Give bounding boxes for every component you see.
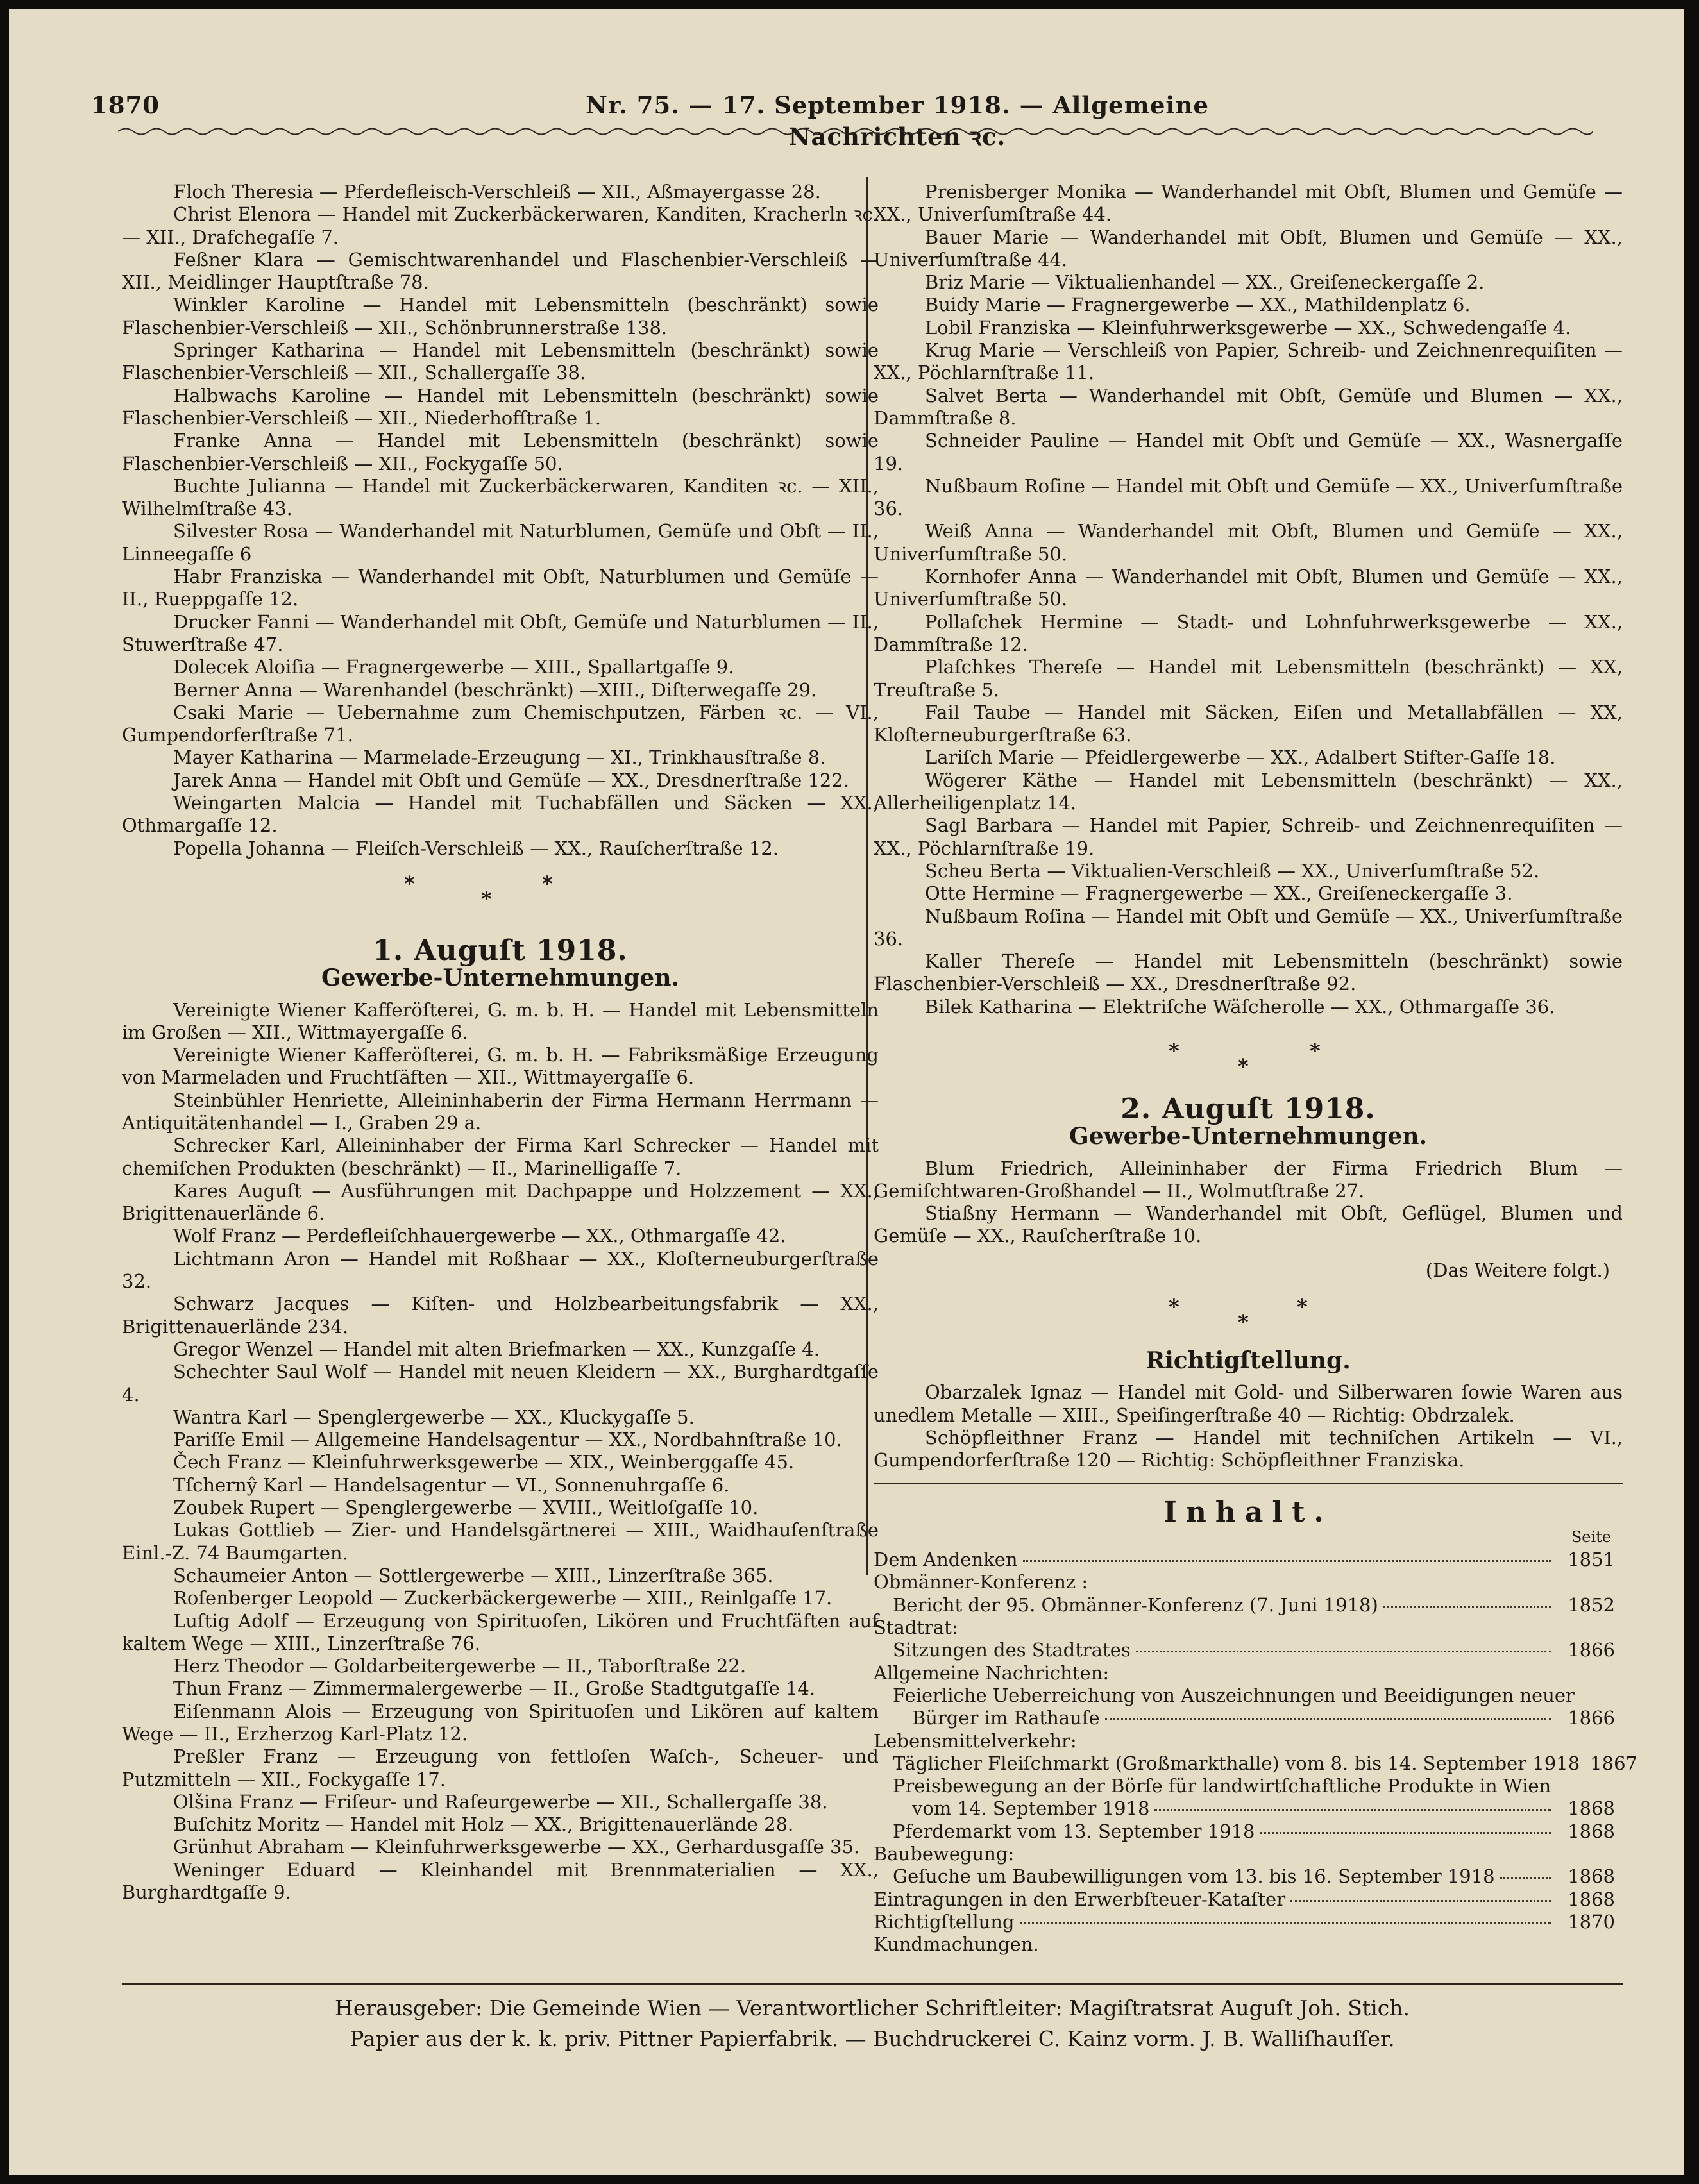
toc-page-number: 1866 (1568, 1639, 1615, 1661)
header-wavy-rule (118, 124, 1593, 139)
list-item: Nußbaum Roſina — Handel mit Obſt und Gemüſe — XX., Univerſumſtraße 36. (874, 905, 1623, 950)
corrections-list (874, 1381, 1623, 1472)
left-entries-top (122, 181, 879, 860)
toc-row (874, 1933, 1623, 1956)
toc-row (874, 1571, 1623, 1593)
list-item: Weiß Anna — Wanderhandel mit Obſt, Blumen und Gemüſe — XX., Univerſumſtraße 50. (874, 520, 1623, 565)
list-item: Buſchitz Moritz — Handel mit Holz — XX., Brigittenauerlände 28. (173, 1813, 794, 1836)
toc-page-number: 1868 (1568, 1888, 1615, 1910)
toc-row (874, 1865, 1623, 1888)
list-item: Stiaßny Hermann — Wanderhandel mit Obſt, Geflügel, Blumen und Gemüſe — XX., Rauſcherſtraße 10. (874, 1202, 1623, 1247)
toc-entry-text: vom 14. September 1918 (912, 1797, 1150, 1820)
toc-page-number: 1870 (1568, 1910, 1615, 1933)
toc-page-number: 1868 (1568, 1865, 1615, 1888)
page-header-title: Nr. 75. — 17. September 1918. — Allgemeine Nachrichten ꝛc. (586, 91, 1209, 151)
list-item: Kaller Thereſe — Handel mit Lebensmitteln (beschränkt) sowie Flaschenbier-Verschleiß — XX., Dresdnerſtraße 92. (874, 950, 1623, 995)
toc-entry-text: Stadtrat: (874, 1617, 958, 1639)
toc-row (874, 1684, 1623, 1707)
toc-entry-text: Richtigſtellung (874, 1910, 1015, 1933)
list-item: Weingarten Malcia — Handel mit Tuchabfällen und Säcken — XX., Othmargaſſe 12. (122, 792, 879, 837)
toc-row (874, 1707, 1623, 1729)
correction-heading: Richtigſtellung. (1145, 1347, 1351, 1375)
list-item: Preßler Franz — Erzeugung von fettloſen Waſch-, Scheuer- und Putzmitteln — XII., Fockygaſſe 17. (122, 1745, 879, 1790)
list-item: Schöpfleithner Franz — Handel mit techniſchen Artikeln — VI., Gumpendorferſtraße 120 — Richtig: Schöpfleithner Franziska. (874, 1426, 1623, 1472)
list-item: Winkler Karoline — Handel mit Lebensmitteln (beschränkt) sowie Flaschenbier-Verschleiß — XII., Schönbrunnerstraße 138. (122, 294, 879, 339)
toc-leader-dots (1154, 1809, 1551, 1811)
list-item: Vereinigte Wiener Kafferöſterei, G. m. b. H. — Handel mit Lebensmitteln im Großen — XII., Wittmayergaſſe 6. (122, 998, 879, 1043)
list-item: Pariſſe Emil — Allgemeine Handelsagentur — XX., Nordbahnſtraße 10. (173, 1429, 842, 1451)
list-item: Schrecker Karl, Alleininhaber der Firma Karl Schrecker — Handel mit chemiſchen Produkten (beschränkt) — II., Marinelligaſſe 7. (122, 1134, 879, 1179)
toc-entry-text: Kundmachungen. (874, 1933, 1039, 1956)
list-item: Grünhut Abraham — Kleinfuhrwerksgewerbe — XX., Gerhardusgaſſe 35. (173, 1836, 860, 1858)
right-column (874, 181, 1637, 1956)
list-item: Buchte Julianna — Handel mit Zuckerbäckerwaren, Kanditen ꝛc. — XII., Wilhelmſtraße 43. (122, 475, 879, 520)
toc-row (874, 1797, 1623, 1820)
toc-page-number: 1867 (1590, 1752, 1637, 1774)
list-item: Schneider Pauline — Handel mit Obſt und Gemüſe — XX., Wasnergaſſe 19. (874, 430, 1623, 475)
list-item: Steinbühler Henriette, Alleininhaberin der Firma Hermann Herrmann — Antiquitätenhandel — I., Graben 29 a. (122, 1089, 879, 1134)
list-item: Obarzalek Ignaz — Handel mit Gold- und Silberwaren ſowie Waren aus unedlem Metalle — XIII., Speiſingerſtraße 40 — Richtig: Obdrzalek. (874, 1381, 1623, 1426)
footer-publisher-line: Herausgeber: Die Gemeinde Wien — Verantwortlicher Schriftleiter: Magiſtratsrat Auguſt Joh. Stich. (335, 1995, 1410, 2020)
list-item: Krug Marie — Verschleiß von Papier, Schreib- und Zeichnenrequiſiten — XX., Pöchlarnſtraße 11. (874, 339, 1623, 384)
list-item: Dolecek Aloiſia — Fragnergewerbe — XIII., Spallartgaſſe 9. (173, 656, 734, 678)
toc-leader-dots (1290, 1900, 1551, 1902)
toc-row (874, 1639, 1623, 1661)
toc-row (874, 1662, 1623, 1684)
list-item: Tſchernŷ Karl — Handelsagentur — VI., Sonnenuhrgaſſe 6. (173, 1474, 730, 1496)
toc-entry-text: Dem Andenken (874, 1549, 1018, 1571)
list-item: Pollaſchek Hermine — Stadt- und Lohnfuhrwerksgewerbe — XX., Dammſtraße 12. (874, 610, 1623, 655)
right-entries-bottom (874, 1157, 1623, 1248)
list-item: Christ Elenora — Handel mit Zuckerbäckerwaren, Kanditen, Kracherln ꝛc. — XII., Drafchegaſſe 7. (122, 203, 879, 248)
list-item: Herz Theodor — Goldarbeitergewerbe — II., Taborſtraße 22. (173, 1655, 747, 1677)
toc-page-number: 1851 (1568, 1549, 1615, 1571)
toc-entry-text: Pferdemarkt vom 13. September 1918 (893, 1820, 1255, 1842)
toc-leader-dots (1136, 1651, 1551, 1652)
toc-entry-text: Lebensmittelverkehr: (874, 1729, 1077, 1752)
toc-row (874, 1617, 1623, 1639)
date-heading: 1. Auguſt 1918. (373, 934, 628, 967)
toc-page-label: Seite (1571, 1527, 1611, 1546)
toc-row (874, 1888, 1623, 1911)
toc-leader-dots (1020, 1922, 1551, 1924)
toc-row (874, 1820, 1623, 1843)
list-item: Salvet Berta — Wanderhandel mit Obſt, Gemüſe und Blumen — XX., Dammſtraße 8. (874, 384, 1623, 429)
toc-row (874, 1730, 1623, 1752)
list-item: Wögerer Käthe — Handel mit Lebensmitteln (beschränkt) — XX., Allerheiligenplatz 14. (874, 769, 1623, 814)
divider (874, 1483, 1623, 1484)
toc-entry-text: Feierliche Ueberreichung von Auszeichnungen und Beeidigungen neuer (893, 1684, 1575, 1706)
toc-leader-dots (1023, 1560, 1551, 1562)
toc-page-number: 1852 (1568, 1593, 1615, 1616)
toc-page-number: 1868 (1568, 1797, 1615, 1820)
toc-row (874, 1549, 1623, 1571)
list-item: Wantra Karl — Spenglergewerbe — XX., Kluckygaſſe 5. (173, 1406, 695, 1428)
list-item: Berner Anna — Warenhandel (beschränkt) —XIII., Diſterwegaſſe 29. (173, 678, 817, 701)
toc-row (874, 1752, 1637, 1775)
list-item: Nußbaum Roſine — Handel mit Obſt und Gemüſe — XX., Univerſumſtraße 36. (874, 475, 1623, 520)
right-entries-top (874, 181, 1623, 1018)
toc-row (874, 1775, 1623, 1797)
list-item: Lukas Gottlieb — Zier- und Handelsgärtnerei — XIII., Waidhauſenſtraße Einl.-Z. 74 Baumgarten. (122, 1519, 879, 1564)
list-item: Feßner Klara — Gemischtwarenhandel und Flaschenbier-Verschleiß — XII., Meidlinger Hauptſtraße 78. (122, 248, 879, 294)
list-item: Roſenberger Leopold — Zuckerbäckergewerbe — XIII., Reinlgaſſe 17. (173, 1587, 833, 1609)
list-item: Kornhofer Anna — Wanderhandel mit Obſt, Blumen und Gemüſe — XX., Univerſumſtraße 50. (874, 566, 1623, 610)
toc-entry-text: Obmänner-Konferenz : (874, 1571, 1088, 1593)
list-item: Blum Friedrich, Alleininhaber der Firma Friedrich Blum — Gemiſchtwaren-Großhandel — II., Wolmutſtraße 27. (874, 1157, 1623, 1202)
toc-row (874, 1843, 1623, 1865)
list-item: Schechter Saul Wolf — Handel mit neuen Kleidern — XX., Burghardtgaſſe 4. (122, 1361, 879, 1406)
list-item: Prenisberger Monika — Wanderhandel mit Obſt, Blumen und Gemüſe — XX., Univerſumſtraße 44. (874, 181, 1623, 226)
list-item: Eiſenmann Alois — Erzeugung von Spirituoſen und Likören auf kaltem Wege — II., Erzherzog Karl-Platz 12. (122, 1700, 879, 1745)
list-item: Briz Marie — Viktualienhandel — XX., Greiſeneckergaſſe 2. (925, 271, 1485, 294)
footer-rule (122, 1983, 1623, 1985)
toc-leader-dots (1260, 1832, 1551, 1834)
section-heading: Gewerbe-Unternehmungen. (321, 964, 680, 992)
toc-heading: Inhalt. (1163, 1495, 1333, 1529)
list-item: Springer Katharina — Handel mit Lebensmitteln (beschränkt) sowie Flaschenbier-Verschleiß — XII., Schallergaſſe 38. (122, 339, 879, 384)
list-item: Buidy Marie — Fragnergewerbe — XX., Mathildenplatz 6. (925, 294, 1471, 316)
newspaper-page (9, 9, 1684, 2175)
list-item: Jarek Anna — Handel mit Obſt und Gemüſe — XX., Dresdnerſtraße 122. (173, 769, 850, 791)
list-item: Franke Anna — Handel mit Lebensmitteln (beschränkt) sowie Flaschenbier-Verschleiß — XII., Fockygaſſe 50. (122, 430, 879, 475)
toc-page-number: 1866 (1568, 1707, 1615, 1729)
section-separator-stars: * * * (1169, 1295, 1308, 1335)
toc-entry-text: Allgemeine Nachrichten: (874, 1661, 1110, 1684)
continuation-note: (Das Weitere folgt.) (1425, 1259, 1610, 1281)
date-heading: 2. Auguſt 1918. (1120, 1092, 1376, 1125)
list-item: Fail Taube — Handel mit Säcken, Eiſen und Metallabfällen — XX, Kloſterneuburgerſtraße 63. (874, 701, 1623, 746)
list-item: Mayer Katharina — Marmelade-Erzeugung — XI., Trinkhausſtraße 8. (173, 746, 826, 769)
list-item: Vereinigte Wiener Kafferöſterei, G. m. b. H. — Fabriksmäßige Erzeugung von Marmeladen und Fruchtſäften — XII., Wittmayergaſſe 6. (122, 1044, 879, 1089)
list-item: Bilek Katharina — Elektriſche Wäſcherolle — XX., Othmargaſſe 36. (925, 995, 1555, 1018)
list-item: Floch Theresia — Pferdefleisch-Verschleiß — XII., Aßmayergasse 28. (173, 181, 821, 203)
left-column (122, 181, 879, 1904)
list-item: Sagl Barbara — Handel mit Papier, Schreib- und Zeichnenrequiſiten — XX., Pöchlarnſtraße 19. (874, 814, 1623, 859)
list-item: Lichtmann Aron — Handel mit Roßhaar — XX., Kloſterneuburgerſtraße 32. (122, 1247, 879, 1293)
list-item: Wolf Franz — Perdefleiſchhauergewerbe — XX., Othmargaſſe 42. (173, 1225, 786, 1247)
section-separator-stars: * * * (1169, 1038, 1321, 1079)
list-item: Halbwachs Karoline — Handel mit Lebensmitteln (beschränkt) sowie Flaschenbier-Verschleiß — XII., Niederhofſtraße 1. (122, 384, 879, 429)
toc-leader-dots (1105, 1718, 1551, 1720)
list-item: Lariſch Marie — Pfeidlergewerbe — XX., Adalbert Stifter-Gaſſe 18. (925, 746, 1556, 769)
list-item: Csaki Marie — Uebernahme zum Chemischputzen, Färben ꝛc. — VI., Gumpendorferſtraße 71. (122, 701, 879, 746)
list-item: Silvester Rosa — Wanderhandel mit Naturblumen, Gemüſe und Obſt — II., Linneegaſſe 6 (122, 520, 879, 565)
list-item: Drucker Fanni — Wanderhandel mit Obſt, Gemüſe und Naturblumen — II., Stuwerſtraße 47. (122, 610, 879, 655)
list-item: Otte Hermine — Fragnergewerbe — XX., Greiſeneckergaſſe 3. (925, 882, 1513, 905)
toc-entry-text: Geſuche um Baubewilligungen vom 13. bis 16. September 1918 (893, 1865, 1495, 1888)
toc-entry-text: Bericht der 95. Obmänner-Konferenz (7. Juni 1918) (893, 1593, 1378, 1616)
section-separator-stars: * * * (404, 871, 553, 911)
toc-entry-text: Bürger im Rathauſe (912, 1707, 1100, 1729)
list-item: Popella Johanna — Fleiſch-Verschleiß — XX., Rauſcherſtraße 12. (173, 837, 779, 859)
table-of-contents (874, 1549, 1637, 1956)
list-item: Lobil Franziska — Kleinfuhrwerksgewerbe — XX., Schwedengaſſe 4. (925, 316, 1571, 339)
toc-entry-text: Baubewegung: (874, 1843, 1015, 1865)
toc-row (874, 1594, 1623, 1617)
list-item: Čech Franz — Kleinfuhrwerksgewerbe — XIX., Weinberggaſſe 45. (173, 1451, 795, 1474)
toc-entry-text: Eintragungen in den Erwerbſteuer-Kataſter (874, 1888, 1286, 1910)
list-item: Kares Auguſt — Ausführungen mit Dachpappe und Holzzement — XX., Brigittenauerlände 6. (122, 1179, 879, 1225)
toc-leader-dots (1383, 1606, 1551, 1608)
list-item: Schwarz Jacques — Kiſten- und Holzbearbeitungsfabrik — XX., Brigittenauerlände 234. (122, 1293, 879, 1338)
list-item: Luſtig Adolf — Erzeugung von Spirituoſen, Likören und Fruchtſäften auf kaltem Wege — XIII., Linzerſtraße 76. (122, 1609, 879, 1654)
list-item: Weninger Eduard — Kleinhandel mit Brennmaterialien — XX., Burghardtgaſſe 9. (122, 1858, 879, 1904)
list-item: Thun Franz — Zimmermalergewerbe — II., Große Stadtgutgaſſe 14. (173, 1677, 816, 1700)
list-item: Schaumeier Anton — Sottlergewerbe — XIII., Linzerſtraße 365. (173, 1564, 773, 1586)
toc-entry-text: Sitzungen des Stadtrates (893, 1639, 1131, 1661)
section-heading: Gewerbe-Unternehmungen. (1069, 1123, 1428, 1150)
toc-leader-dots (1500, 1877, 1551, 1879)
list-item: Habr Franziska — Wanderhandel mit Obſt, Naturblumen und Gemüſe — II., Rueppgaſſe 12. (122, 566, 879, 610)
list-item: Gregor Wenzel — Handel mit alten Briefmarken — XX., Kunzgaſſe 4. (173, 1338, 820, 1360)
toc-entry-text: Preisbewegung an der Börſe für landwirtſchaftliche Produkte in Wien (893, 1775, 1551, 1797)
page-number: 1870 (91, 91, 160, 119)
toc-row (874, 1911, 1623, 1933)
list-item: Olšina Franz — Friſeur- und Raſeurgewerbe — XII., Schallergaſſe 38. (173, 1790, 828, 1813)
list-item: Plaſchkes Thereſe — Handel mit Lebensmitteln (beschränkt) — XX, Treuſtraße 5. (874, 656, 1623, 701)
list-item: Bauer Marie — Wanderhandel mit Obſt, Blumen und Gemüſe — XX., Univerſumſtraße 44. (874, 226, 1623, 271)
left-entries-bottom (122, 999, 879, 1904)
footer-printer-line: Papier aus der k. k. priv. Pittner Papierfabrik. — Buchdruckerei C. Kainz vorm. J. B. Walliſhauſſer. (350, 2026, 1395, 2051)
toc-page-number: 1868 (1568, 1820, 1615, 1842)
list-item: Zoubek Rupert — Spenglergewerbe — XVIII., Weitloſgaſſe 10. (173, 1497, 759, 1519)
toc-entry-text: Täglicher Fleiſchmarkt (Großmarkthalle) vom 8. bis 14. September 1918 (893, 1752, 1580, 1774)
list-item: Scheu Berta — Viktualien-Verschleiß — XX., Univerſumſtraße 52. (925, 859, 1540, 882)
